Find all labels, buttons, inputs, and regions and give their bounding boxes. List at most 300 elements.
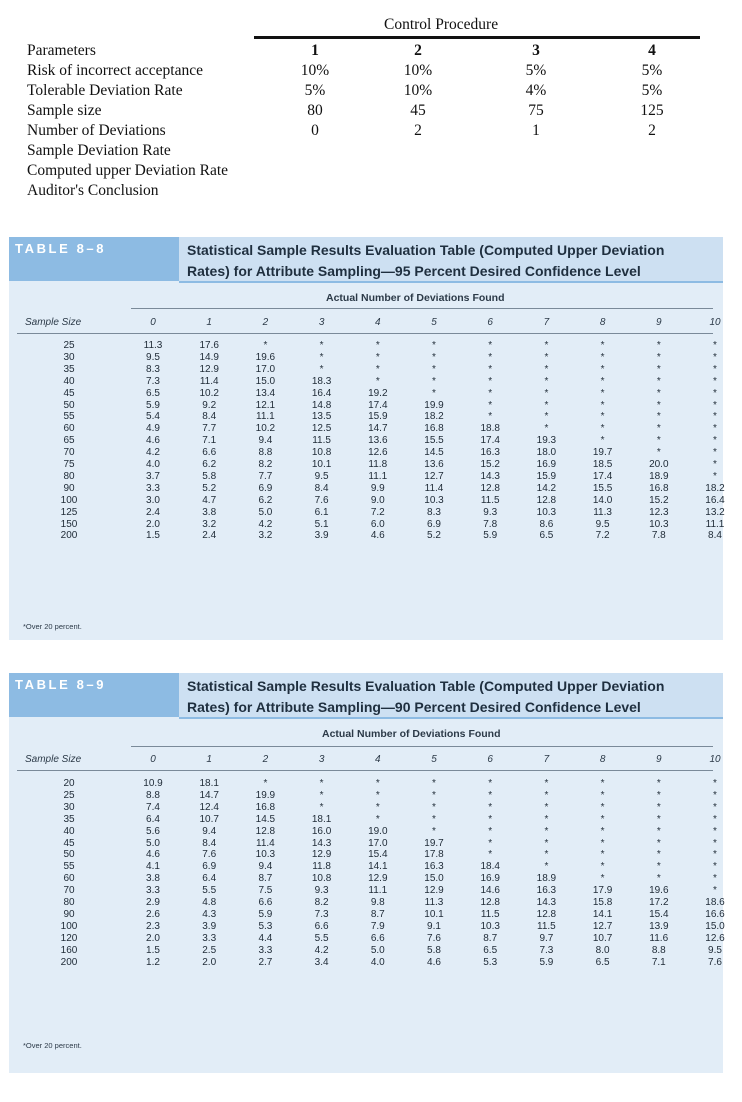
deviation-rate-cell: 9.2 [202, 399, 217, 411]
deviation-rate-cell: 17.0 [255, 363, 276, 375]
deviation-rate-cell: 11.5 [480, 494, 500, 506]
deviation-rate-cell: 11.1 [368, 470, 388, 482]
deviation-rate-cell: * [656, 399, 661, 411]
deviation-rate-cell: 12.3 [649, 506, 669, 518]
deviation-rate-cell: * [432, 778, 436, 789]
deviation-rate-cell: 19.7 [592, 447, 613, 459]
deviation-column-header: 9 [656, 754, 662, 765]
table-footnote: *Over 20 percent. [23, 1041, 82, 1050]
deviation-rate-cell: 12.8 [536, 908, 557, 920]
sample-size-cell: 40 [63, 825, 75, 837]
deviation-rate-cell: * [488, 825, 493, 837]
deviation-rate-cell: 9.1 [427, 920, 441, 932]
deviation-rate-cell: 16.3 [424, 861, 444, 873]
deviation-rate-cell: * [544, 340, 549, 351]
deviation-rate-cell: * [544, 861, 549, 873]
deviation-rate-cell: 11.4 [256, 837, 275, 849]
deviation-rate-cell: * [544, 423, 549, 435]
deviation-rate-cell: 18.2 [705, 482, 725, 494]
deviation-rate-cell: 12.8 [480, 897, 500, 908]
sample-size-cell: 50 [63, 849, 75, 861]
column-header-rule [17, 333, 713, 334]
deviation-rate-cell: 11.1 [256, 411, 275, 423]
deviation-rate-cell: 10.2 [255, 423, 276, 435]
deviation-rate-cell: 20.0 [649, 459, 669, 470]
deviation-rate-cell: 6.1 [314, 506, 329, 518]
deviation-rate-cell: 18.2 [424, 411, 444, 423]
deviation-rate-cell: 18.9 [536, 873, 557, 885]
deviation-rate-cell: 2.3 [146, 920, 160, 932]
deviation-column-header: 4 [375, 317, 381, 328]
deviation-rate-cell: 5.5 [202, 885, 217, 897]
deviation-rate-cell: 7.1 [202, 435, 217, 447]
table-title-line: Statistical Sample Results Evaluation Table (Computed Upper Deviation [187, 242, 665, 258]
deviation-rate-cell: 15.4 [368, 849, 388, 861]
procedure-column-4 [612, 41, 692, 141]
parameters-header: Parameters [27, 42, 96, 59]
deviation-rate-cell: * [544, 849, 549, 861]
deviation-rate-cell: * [488, 399, 493, 411]
sample-size-cell: 70 [63, 885, 75, 897]
deviation-rate-cell: 17.9 [592, 885, 613, 897]
procedure-value: 5% [641, 82, 663, 99]
deviation-rate-cell: * [600, 340, 605, 351]
table-footnote: *Over 20 percent. [23, 622, 82, 631]
super-header-rule [131, 746, 713, 747]
deviation-rate-cell: * [713, 435, 717, 447]
deviation-rate-cell: 15.0 [424, 873, 444, 885]
deviation-rate-cell: * [319, 778, 324, 789]
sample-size-cell: 60 [63, 423, 75, 435]
deviation-rate-cell: 14.2 [536, 482, 557, 494]
deviation-rate-cell: 12.4 [199, 801, 219, 813]
deviation-rate-cell: 8.2 [314, 897, 329, 908]
deviation-rate-cell: 14.7 [199, 789, 219, 801]
sample-size-cell: 90 [63, 908, 75, 920]
sample-size-cell: 30 [63, 801, 75, 813]
deviation-rate-cell: 6.9 [258, 482, 273, 494]
table-label: TABLE 8–9 [15, 677, 107, 692]
sample-size-cell: 100 [60, 920, 78, 932]
deviation-rate-cell: 19.2 [368, 387, 388, 399]
deviation-rate-cell: * [488, 411, 493, 423]
deviation-rate-cell: 8.2 [258, 459, 273, 470]
deviation-rate-cell: 11.5 [312, 435, 331, 447]
deviation-rate-cell: 7.8 [651, 530, 666, 542]
procedure-value: 10% [403, 82, 433, 99]
procedure-value: 0 [311, 122, 319, 139]
deviation-rate-cell: * [656, 363, 661, 375]
deviation-rate-cell: * [488, 813, 493, 825]
deviation-rate-cell: 5.9 [258, 908, 273, 920]
procedure-value: 5% [525, 62, 547, 79]
deviation-rate-cell: * [713, 459, 717, 470]
deviation-rate-cell: 2.7 [258, 956, 273, 968]
deviation-rate-cell: 16.4 [705, 494, 725, 506]
deviation-rate-cell: * [713, 423, 717, 435]
sample-size-cell: 125 [60, 506, 78, 518]
deviation-rate-cell: 9.4 [258, 435, 273, 447]
deviation-rate-cell: * [600, 813, 605, 825]
deviation-rate-cell: 4.3 [202, 908, 217, 920]
sample-size-cell: 75 [63, 459, 75, 470]
deviation-rate-cell: 17.4 [480, 435, 500, 447]
deviation-rate-cell: 8.4 [314, 482, 329, 494]
control-procedure-title: Control Procedure [384, 16, 499, 33]
deviation-rate-cell: 2.0 [202, 956, 217, 968]
deviation-rate-cell: 8.7 [483, 932, 498, 944]
deviation-rate-cell: 4.2 [314, 944, 329, 956]
deviation-rate-cell: 18.3 [311, 375, 332, 387]
deviation-rate-cell: 10.1 [311, 459, 332, 470]
deviation-rate-cell: 16.6 [705, 908, 725, 920]
deviation-rate-cell: * [544, 387, 549, 399]
deviation-rate-cell: 13.4 [255, 387, 276, 399]
deviation-rate-cell: 12.6 [368, 447, 388, 459]
param-label: Number of Deviations [27, 122, 166, 139]
sample-size-cell: 100 [60, 494, 78, 506]
deviation-rate-cell: * [713, 387, 717, 399]
sample-size-cell: 200 [60, 956, 78, 968]
deviation-rate-cell: 19.6 [255, 351, 276, 363]
deviation-column-header: 9 [656, 317, 662, 328]
deviation-rate-cell: 15.0 [705, 920, 725, 932]
sample-size-cell: 50 [63, 399, 75, 411]
deviation-rate-cell: * [544, 825, 549, 837]
deviation-rate-cell: 14.1 [368, 861, 388, 873]
deviation-rate-cell: 12.9 [424, 885, 444, 897]
deviation-rate-cell: 10.7 [592, 932, 613, 944]
deviation-column-header: 8 [599, 754, 606, 765]
deviation-rate-cell: * [713, 861, 717, 873]
deviation-rate-cell: * [600, 423, 605, 435]
deviation-rate-cell: * [713, 375, 717, 387]
deviation-column-header: 3 [318, 317, 325, 328]
table-label: TABLE 8–8 [15, 241, 107, 256]
procedure-value: 1 [532, 122, 540, 139]
deviation-rate-cell: 9.4 [202, 825, 217, 837]
deviation-rate-cell: 7.5 [258, 885, 273, 897]
deviation-rate-cell: 7.2 [595, 530, 610, 542]
deviation-rate-cell: 12.8 [536, 494, 557, 506]
deviation-rate-cell: 15.5 [424, 435, 444, 447]
deviation-rate-cell: * [713, 447, 717, 459]
deviation-rate-cell: 7.2 [370, 506, 385, 518]
deviation-rate-cell: 16.9 [480, 873, 500, 885]
deviation-rate-cell: 5.9 [483, 530, 498, 542]
procedure-column-1 [275, 41, 355, 141]
deviation-rate-cell: * [656, 789, 661, 801]
deviation-rate-cell: 17.8 [424, 849, 444, 861]
deviation-rate-cell: 12.7 [424, 470, 444, 482]
deviation-rate-cell: * [375, 351, 380, 363]
deviation-rate-cell: 18.6 [705, 897, 725, 908]
deviation-rate-cell: 5.0 [258, 506, 273, 518]
deviation-rate-cell: * [600, 861, 605, 873]
deviation-rate-cell: 8.4 [202, 411, 217, 423]
deviation-rate-cell: * [319, 789, 324, 801]
deviation-rate-cell: 14.3 [480, 470, 500, 482]
deviation-rate-cell: 5.3 [483, 956, 498, 968]
deviation-rate-cell: 14.5 [255, 813, 276, 825]
deviation-rate-cell: 9.9 [370, 482, 385, 494]
deviation-rate-cell: * [656, 411, 661, 423]
deviation-rate-cell: 4.9 [146, 423, 160, 435]
deviation-rate-cell: 12.8 [255, 825, 276, 837]
deviation-rate-cell: 5.0 [146, 837, 160, 849]
deviation-rate-cell: * [656, 447, 661, 459]
deviation-rate-cell: * [713, 789, 717, 801]
deviation-rate-cell: * [432, 351, 436, 363]
deviation-column-header: 7 [543, 317, 550, 328]
deviation-rate-cell: * [656, 423, 661, 435]
deviation-rate-cell: * [544, 363, 549, 375]
deviation-rate-cell: 5.2 [202, 482, 217, 494]
deviation-rate-cell: * [656, 825, 661, 837]
deviation-rate-cell: 10.7 [199, 813, 219, 825]
super-header-rule [131, 308, 713, 309]
deviation-rate-cell: * [713, 849, 717, 861]
sample-size-cell: 60 [63, 873, 75, 885]
table-title-line: Rates) for Attribute Sampling—95 Percent Desired Confidence Level [187, 263, 641, 279]
deviation-rate-cell: 3.2 [258, 530, 273, 542]
deviation-rate-cell: 15.8 [592, 897, 613, 908]
deviation-rate-cell: 2.5 [202, 944, 217, 956]
deviation-rate-cell: 19.3 [536, 435, 557, 447]
deviation-rate-cell: 12.5 [311, 423, 332, 435]
deviation-rate-cell: 18.1 [199, 778, 219, 789]
deviation-rate-cell: * [713, 340, 717, 351]
deviation-rate-cell: * [600, 387, 605, 399]
sample-size-cell: 80 [63, 897, 75, 908]
deviation-rate-cell: 16.9 [536, 459, 557, 470]
deviation-rate-cell: 18.1 [311, 813, 332, 825]
deviation-rate-cell: 5.5 [314, 932, 329, 944]
deviation-rate-cell: 8.0 [595, 944, 610, 956]
deviation-rate-cell: 11.4 [199, 375, 219, 387]
deviation-rate-cell: 4.6 [370, 530, 385, 542]
deviation-rate-cell: 12.6 [705, 932, 725, 944]
deviation-rate-cell: * [656, 435, 661, 447]
deviation-rate-cell: 13.9 [649, 920, 669, 932]
deviation-rate-cell: 11.6 [649, 932, 669, 944]
column-header-rule [17, 770, 713, 771]
deviation-rate-cell: 7.6 [708, 956, 722, 968]
deviation-rate-cell: 4.6 [146, 849, 160, 861]
deviation-rate-cell: 10.9 [143, 778, 163, 789]
deviation-rate-cell: * [488, 837, 493, 849]
deviation-rate-cell: 7.6 [427, 932, 441, 944]
deviation-rate-cell: 8.4 [202, 837, 217, 849]
param-label: Computed upper Deviation Rate [27, 162, 229, 179]
deviation-rate-cell: 4.6 [427, 956, 441, 968]
deviation-rate-cell: 7.3 [314, 908, 329, 920]
deviation-rate-cell: 3.3 [146, 885, 160, 897]
table-title [187, 240, 664, 282]
deviation-rate-cell: 3.8 [146, 873, 160, 885]
param-label: Sample Deviation Rate [27, 142, 171, 159]
deviation-rate-cell: 16.8 [424, 423, 444, 435]
deviation-rate-cell: 8.8 [146, 789, 160, 801]
deviation-rate-cell: 8.3 [146, 363, 160, 375]
deviation-rate-cell: 6.0 [370, 518, 385, 530]
deviation-rate-cell: * [600, 789, 605, 801]
procedure-value: 125 [640, 102, 664, 119]
procedure-value: 2 [648, 122, 656, 139]
deviation-column-header: 8 [599, 317, 606, 328]
deviation-rate-cell: 5.8 [427, 944, 441, 956]
deviation-rate-cell: 12.9 [199, 363, 219, 375]
deviation-rate-cell: 6.6 [370, 932, 385, 944]
deviation-rate-cell: 8.7 [370, 908, 385, 920]
deviation-rate-cell: * [713, 825, 717, 837]
deviation-rate-cell: 3.4 [314, 956, 329, 968]
deviation-rate-cell: * [656, 351, 661, 363]
deviation-rate-cell: 18.5 [592, 459, 613, 470]
deviation-rate-cell: 12.1 [255, 399, 276, 411]
deviation-rate-cell: * [375, 340, 380, 351]
sample-size-header: Sample Size [25, 317, 82, 328]
deviation-rate-cell: * [544, 375, 549, 387]
deviation-rate-cell: 6.4 [202, 873, 217, 885]
deviation-rate-cell: 10.2 [199, 387, 219, 399]
deviation-rate-cell: * [600, 837, 605, 849]
deviation-rate-cell: 19.7 [424, 837, 444, 849]
deviation-rate-cell: * [544, 778, 549, 789]
deviation-rate-cell: * [600, 801, 605, 813]
deviation-rate-cell: 7.3 [539, 944, 554, 956]
deviation-rate-cell: 8.4 [708, 530, 722, 542]
param-label: Sample size [27, 102, 102, 119]
procedure-value: 75 [528, 102, 544, 119]
deviation-rate-cell: 5.3 [258, 920, 273, 932]
deviation-rate-cell: * [432, 801, 436, 813]
deviation-rate-cell: 6.6 [202, 447, 217, 459]
procedure-column-3 [496, 41, 576, 141]
deviation-rate-cell: 4.8 [202, 897, 217, 908]
deviation-rate-cell: 14.5 [424, 447, 444, 459]
deviation-rate-cell: 17.6 [199, 340, 219, 351]
deviation-rate-cell: 6.5 [595, 956, 610, 968]
deviation-rate-cell: 6.5 [483, 944, 498, 956]
deviation-rate-cell: * [488, 351, 493, 363]
deviation-rate-cell: 19.9 [255, 789, 276, 801]
deviation-rate-cell: 2.4 [202, 530, 217, 542]
param-label: Risk of incorrect acceptance [27, 62, 204, 79]
deviation-rate-cell: * [656, 837, 661, 849]
deviation-rate-cell: 3.8 [202, 506, 217, 518]
deviation-rate-cell: 13.6 [368, 435, 388, 447]
deviation-column-header: 0 [150, 754, 156, 765]
sample-size-cell: 35 [63, 363, 75, 375]
deviation-rate-cell: 5.2 [427, 530, 441, 542]
procedure-column-2 [378, 41, 458, 141]
deviation-rate-cell: * [544, 837, 549, 849]
sample-size-cell: 35 [63, 813, 75, 825]
deviation-rate-cell: 6.6 [258, 897, 273, 908]
deviation-rate-cell: 3.3 [202, 932, 217, 944]
deviation-rate-cell: 9.7 [539, 932, 554, 944]
deviation-rate-cell: 10.3 [424, 494, 444, 506]
deviation-rate-cell: * [600, 778, 605, 789]
deviation-rate-cell: 1.2 [146, 956, 160, 968]
deviation-column-header: 1 [206, 754, 212, 765]
deviation-rate-cell: * [713, 873, 717, 885]
sample-size-cell: 25 [63, 789, 75, 801]
deviation-rate-cell: 5.6 [146, 825, 160, 837]
parameter-labels [27, 41, 228, 201]
deviation-rate-cell: * [713, 778, 717, 789]
deviation-column-header: 10 [709, 317, 721, 328]
deviation-rate-cell: 8.8 [258, 447, 273, 459]
sample-size-cell: 55 [63, 861, 75, 873]
deviation-rate-cell: * [432, 825, 436, 837]
sample-size-cell: 80 [63, 470, 75, 482]
sample-size-cell: 200 [60, 530, 78, 542]
sample-size-cell: 40 [63, 375, 75, 387]
deviation-rate-cell: 18.4 [480, 861, 500, 873]
sample-size-cell: 30 [63, 351, 75, 363]
deviation-rate-cell: * [600, 825, 605, 837]
deviation-rate-cell: * [432, 813, 436, 825]
deviation-rate-cell: 18.8 [480, 423, 500, 435]
deviation-rate-cell: 3.0 [146, 494, 160, 506]
deviation-rate-cell: 16.3 [480, 447, 500, 459]
table-title-line: Statistical Sample Results Evaluation Table (Computed Upper Deviation [187, 678, 665, 694]
deviation-rate-cell: 4.2 [146, 447, 160, 459]
deviation-rate-cell: * [600, 351, 605, 363]
deviation-rate-cell: 19.0 [368, 825, 388, 837]
deviation-rate-cell: 11.3 [593, 506, 612, 518]
deviation-rate-cell: 2.0 [146, 518, 160, 530]
deviation-rate-cell: * [488, 363, 493, 375]
deviation-rate-cell: * [319, 801, 324, 813]
deviation-rate-cell: * [375, 801, 380, 813]
deviation-rate-cell: * [263, 778, 268, 789]
deviation-rate-cell: * [544, 411, 549, 423]
deviation-rate-cell: 15.0 [255, 375, 276, 387]
deviation-rate-cell: * [544, 801, 549, 813]
super-header: Actual Number of Deviations Found [322, 728, 501, 740]
control-procedure-table [0, 0, 742, 210]
deviation-rate-cell: * [713, 813, 717, 825]
procedure-value: 10% [403, 62, 433, 79]
procedure-value: 45 [410, 102, 426, 119]
deviation-rate-cell: * [488, 340, 493, 351]
deviation-rate-cell: 6.6 [314, 920, 329, 932]
deviation-rate-cell: 6.5 [146, 387, 160, 399]
deviation-rate-cell: 14.8 [311, 399, 332, 411]
deviation-rate-cell: * [656, 849, 661, 861]
deviation-rate-cell: 1.5 [146, 530, 160, 542]
deviation-rate-cell: * [488, 849, 493, 861]
deviation-rate-cell: 10.3 [480, 920, 500, 932]
deviation-rate-cell: 19.9 [424, 399, 444, 411]
procedure-number: 3 [532, 42, 540, 59]
deviation-rate-cell: * [488, 789, 493, 801]
deviation-rate-cell: * [375, 789, 380, 801]
deviation-rate-cell: * [656, 801, 661, 813]
deviation-rate-cell: 7.7 [202, 423, 217, 435]
deviation-rate-cell: * [488, 375, 493, 387]
deviation-rate-cell: 3.9 [202, 920, 217, 932]
deviation-rate-cell: 2.9 [146, 897, 160, 908]
param-label: Tolerable Deviation Rate [27, 82, 183, 99]
procedure-value: 80 [307, 102, 323, 119]
deviation-rate-cell: * [713, 411, 717, 423]
deviation-rate-cell: * [488, 801, 493, 813]
sample-size-cell: 70 [63, 447, 75, 459]
